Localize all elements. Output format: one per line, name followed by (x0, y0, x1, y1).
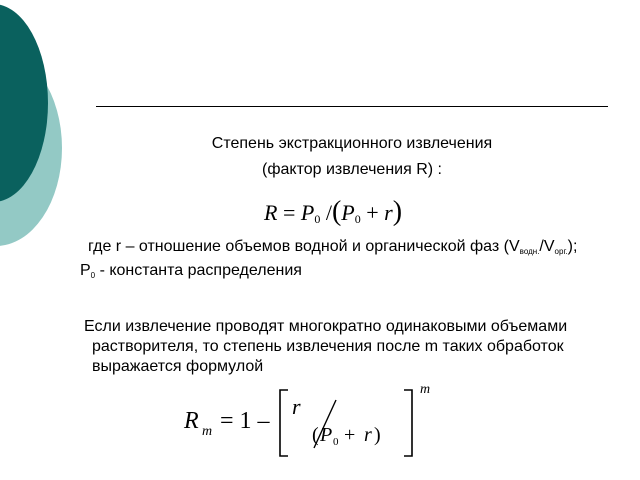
extraction-factor-formula (264, 196, 402, 228)
formula1-r: r (384, 200, 393, 225)
distribution-constant-text: - константа распределения (95, 262, 302, 279)
paragraph-line-1: Если извлечение проводят многократно одинаковыми объемами (84, 318, 568, 335)
paragraph-line-2: растворителя, то степень извлечения после m таких обработок (92, 338, 564, 355)
definition-end: ); (567, 238, 578, 255)
decorative-circles (0, 0, 80, 260)
formula1-sub0b: 0 (354, 212, 361, 226)
formula2-plus: + (344, 424, 356, 446)
formula1-lhs: R (264, 200, 278, 225)
formula2-open-paren: ( (312, 424, 319, 446)
definition-slash: /V (539, 238, 555, 255)
formula2-sub0: 0 (333, 436, 339, 448)
formula2-p: P (320, 424, 333, 446)
formula2-r-denominator: r (364, 424, 372, 446)
formula2-lhs: R (184, 408, 199, 434)
definition-line-2 (80, 262, 302, 285)
formula1-close: ) (392, 196, 403, 227)
formula1-p2: P (341, 200, 355, 225)
organic-subscript: орг. (554, 247, 568, 256)
p-symbol: P (80, 262, 91, 279)
formula1-open: ( (331, 196, 342, 227)
aqueous-subscript: водн. (519, 247, 540, 256)
formula2-r-numerator: r (292, 394, 301, 419)
formula2-close-paren: ) (374, 424, 381, 446)
title-line-2: (фактор извлечения R) : (262, 161, 442, 178)
formula1-slash: / (325, 200, 332, 225)
formula1-p: P (300, 200, 315, 225)
formula1-plus: + (366, 200, 379, 225)
p-subscript: 0 (90, 271, 96, 280)
title-line-1: Степень экстракционного извлечения (211, 135, 493, 152)
paragraph-line-3: выражается формулой (92, 358, 264, 375)
definition-text: где r – отношение объемов водной и органической фаз (V (88, 238, 520, 255)
formula2-eq: = 1 – (220, 408, 270, 434)
formula2-exponent: m (420, 382, 431, 397)
formula1-sub0: 0 (314, 212, 321, 226)
definition-line-1 (88, 238, 577, 261)
title-divider (96, 106, 608, 107)
formula1-eq: = (282, 200, 296, 225)
multiple-extraction-formula (180, 382, 440, 462)
formula2-lhs-sub: m (202, 424, 213, 439)
